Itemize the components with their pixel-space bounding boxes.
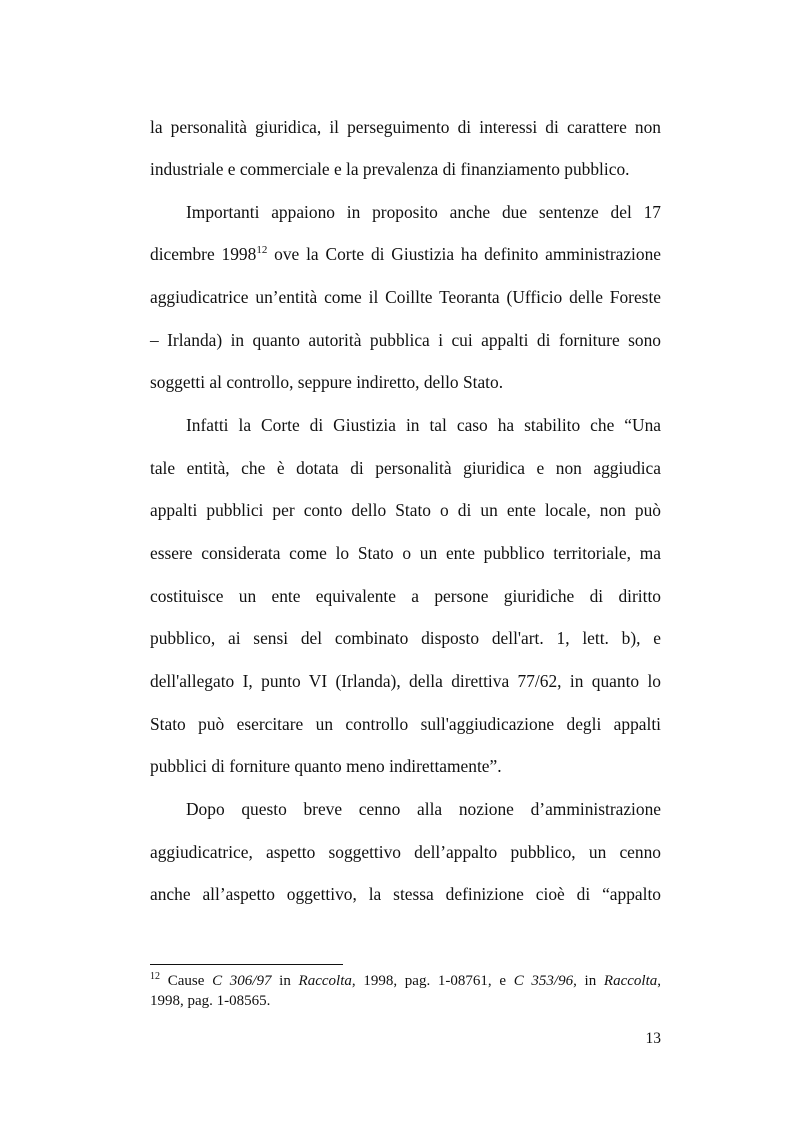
body-line: anche all’aspetto oggettivo, la stessa definizione cioè di “appalto [150,884,661,904]
footnote-line [150,972,661,991]
body-line: la personalità giuridica, il perseguimento di interessi di carattere non [150,117,661,137]
body-line: costituisce un ente equivalente a persone giuridiche di diritto [150,586,661,606]
body-line: Dopo questo breve cenno alla nozione d’amministrazione [186,799,661,819]
body-line: – Irlanda) in quanto autorità pubblica i cui appalti di forniture sono [150,330,661,350]
footnote-separator [150,964,343,965]
footnote-text: Cause [160,973,213,989]
footnote-line: 1998, pag. 1-08565. [150,993,271,1009]
body-line: pubblici di forniture quanto meno indirettamente”. [150,756,502,776]
footnote-text: , in [573,973,604,989]
body-line: Infatti la Corte di Giustizia in tal caso ha stabilito che “Una [186,415,661,435]
body-line: industriale e commerciale e la prevalenza di finanziamento pubblico. [150,159,630,179]
body-line: appalti pubblici per conto dello Stato o di un ente locale, non può [150,500,661,520]
body-line [150,244,661,264]
body-line: pubblico, ai sensi del combinato disposto dell'art. 1, lett. b), e [150,628,661,648]
footnote-number: 12 [150,971,160,982]
body-text: ove la Corte di Giustizia ha definito amministrazione [274,244,661,264]
body-line: tale entità, che è dotata di personalità giuridica e non aggiudica [150,458,661,478]
body-line: soggetti al controllo, seppure indiretto, dello Stato. [150,372,504,392]
body-line: essere considerata come lo Stato o un ente pubblico territoriale, ma [150,543,661,563]
case-reference: C 306/97 [212,973,272,989]
body-line: Importanti appaiono in proposito anche due sentenze del 17 [186,202,661,222]
body-line: dell'allegato I, punto VI (Irlanda), della direttiva 77/62, in quanto lo [150,671,661,691]
footnote-text: , 1998, pag. 1-08761, e [351,973,514,989]
body-text: dicembre 1998 [150,244,257,264]
body-line: Stato può esercitare un controllo sull'aggiudicazione degli appalti [150,714,661,734]
footnote-reference: 12 [256,244,268,257]
publication-title: Raccolta [298,973,352,989]
case-reference: C 353/96 [513,973,574,989]
page-number: 13 [645,1030,661,1047]
publication-title: Raccolta [603,973,658,989]
body-line: aggiudicatrice, aspetto soggettivo dell’appalto pubblico, un cenno [150,842,661,862]
body-line: aggiudicatrice un’entità come il Coillte Teoranta (Ufficio delle Foreste [150,287,661,307]
footnote-text: , [657,973,661,989]
footnote-text: in [271,973,299,989]
